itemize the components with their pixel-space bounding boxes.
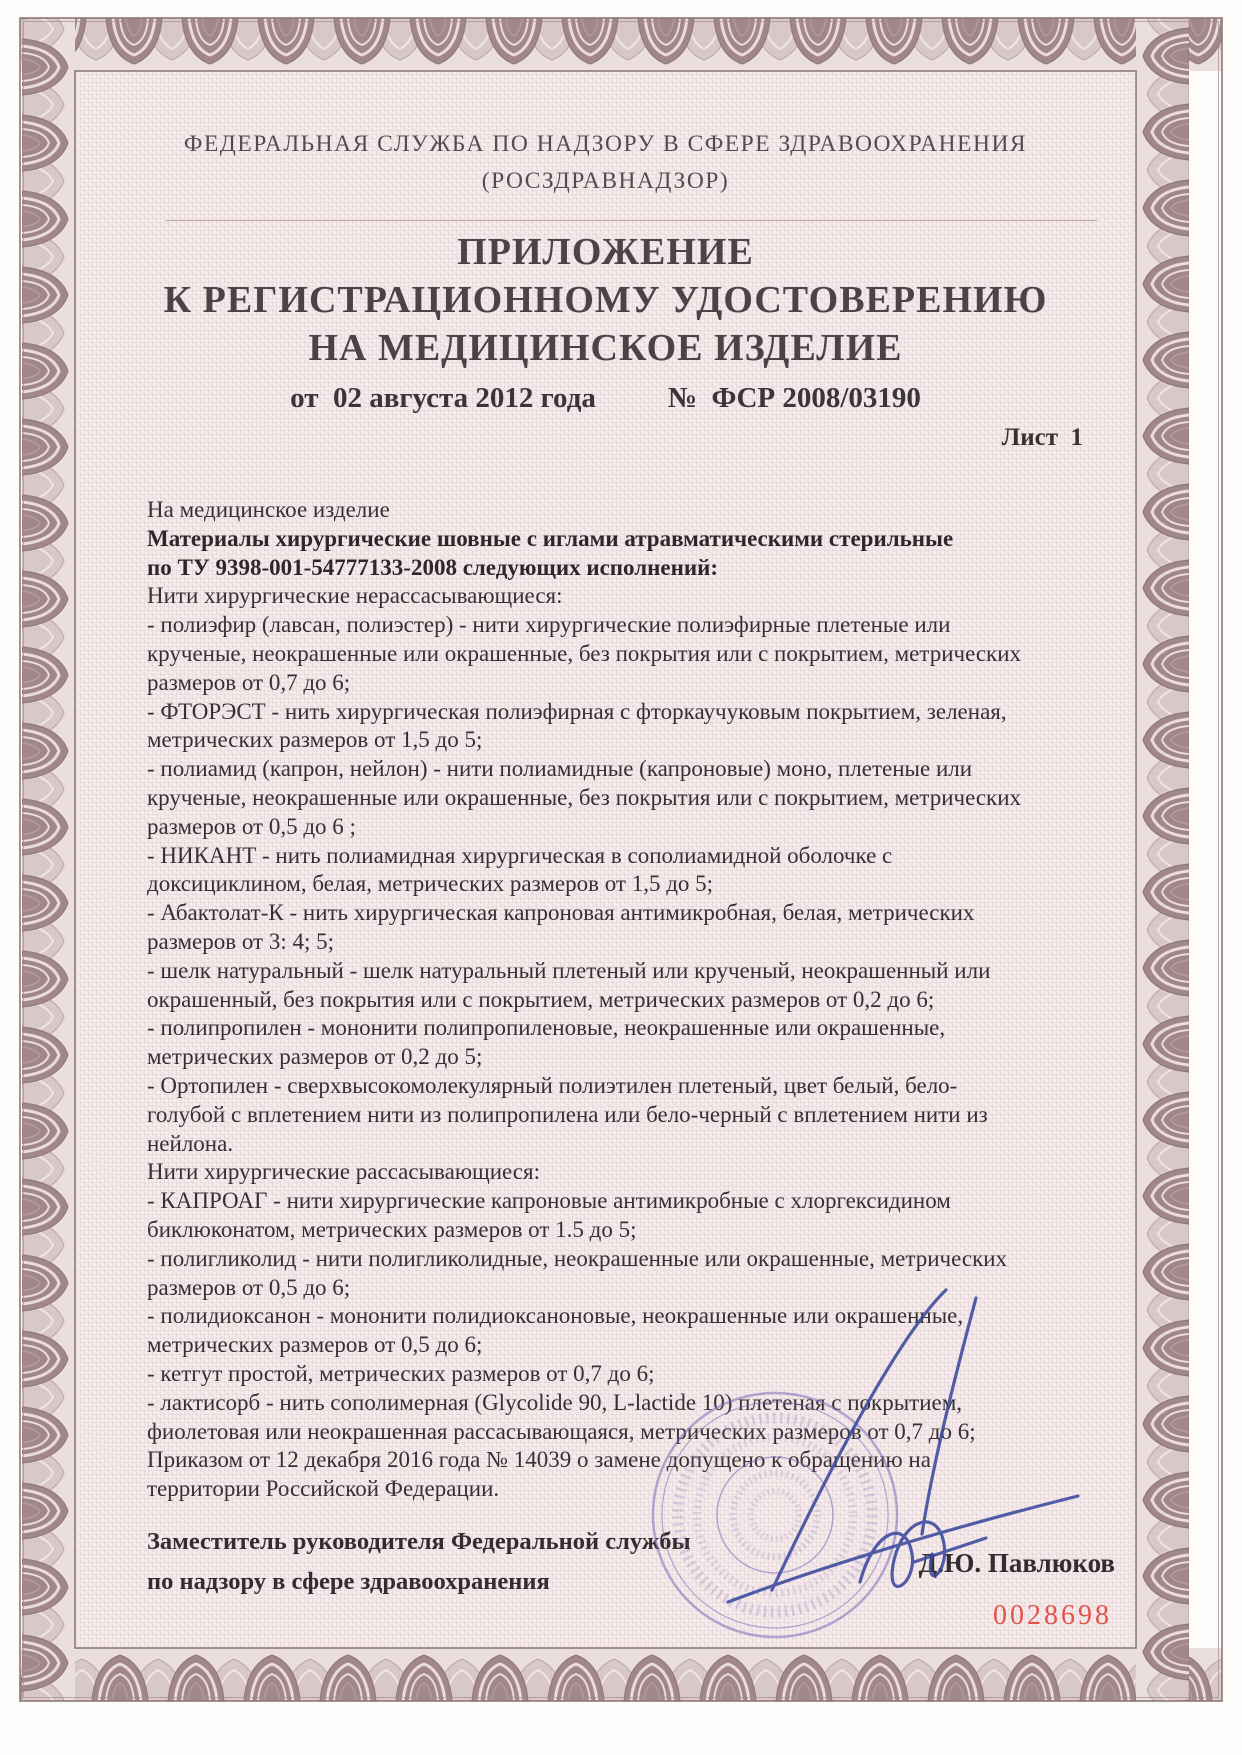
- body-line: размеров от 0,5 до 6;: [147, 1274, 351, 1300]
- body-line: - КАПРОАГ - нити хирургические капроновые антимикробные с хлоргексидином: [147, 1188, 951, 1214]
- body-line: крученые, неокрашенные или окрашенные, без покрытия или с покрытием, метрических: [147, 640, 1022, 666]
- body-line: - Абактолат-К - нить хирургическая капроновая антимикробная, белая, метрических: [147, 900, 975, 926]
- body-line: - Ортопилен - сверхвысокомолекулярный полиэтилен плетеный, цвет белый, бело-: [147, 1072, 958, 1098]
- body-line: Нити хирургические нерассасывающиеся:: [147, 583, 563, 609]
- device-description: [147, 496, 1117, 1504]
- body-line: по ТУ 9398-001-54777133-2008 следующих исполнений:: [147, 554, 719, 580]
- divider-line: [166, 220, 1097, 221]
- body-line: фиолетовая или неокрашенная рассасывающаяся, метрических размеров от 0,7 до 6;: [147, 1418, 976, 1444]
- body-line: На медицинское изделие: [147, 497, 390, 522]
- body-line: голубой с вплетением нити из полипропилена или бело-черный с вплетением нити из: [147, 1101, 988, 1127]
- registration-date-number: [76, 382, 1135, 415]
- document-title: [76, 228, 1135, 372]
- body-line: - полиамид (капрон, нейлон) - нити полиамидные (капроновые) моно, плетеные или: [147, 756, 973, 782]
- body-line: - ФТОРЭСТ - нить хирургическая полиэфирная с фторкаучуковым покрытием, зеленая,: [147, 698, 1007, 724]
- body-line: окрашенный, без покрытия или с покрытием, метрических размеров от 0,2 до 6;: [147, 986, 935, 1012]
- body-line: - шелк натуральный - шелк натуральный плетеный или крученый, неокрашенный или: [147, 957, 991, 983]
- registration-date: от 02 августа 2012 года: [290, 382, 596, 414]
- issuing-authority: [76, 126, 1135, 200]
- border-right: [1136, 18, 1189, 1701]
- signatory-name: Д.Ю. Павлюков: [918, 1548, 1115, 1578]
- signatory-title-line-2: по надзору в сфере здравоохранения: [147, 1568, 550, 1595]
- body-line: нейлона.: [147, 1130, 234, 1156]
- body-line: доксициклином, белая, метрических размеров от 1,5 до 5;: [147, 871, 714, 897]
- body-line: биклюконатом, метрических размеров от 1.5 до 5;: [147, 1216, 637, 1242]
- body-line: крученые, неокрашенные или окрашенные, без покрытия или с покрытием, метрических: [147, 784, 1022, 810]
- title-line-2: К РЕГИСТРАЦИОННОМУ УДОСТОВЕРЕНИЮ: [163, 279, 1048, 321]
- body-line: Нити хирургические рассасывающиеся:: [147, 1159, 540, 1185]
- signatory-title-line-1: Заместитель руководителя Федеральной службы: [147, 1528, 691, 1555]
- sheet-number: Лист 1: [1001, 424, 1083, 451]
- body-line: размеров от 0,7 до 6;: [147, 669, 351, 695]
- signatory-title: [147, 1522, 691, 1602]
- body-line: Приказом от 12 декабря 2016 года № 14039 о замене допущено к обращению на: [147, 1447, 931, 1473]
- body-line: территории Российской Федерации.: [147, 1476, 500, 1502]
- authority-name: ФЕДЕРАЛЬНАЯ СЛУЖБА ПО НАДЗОРУ В СФЕРЕ ЗДРАВООХРАНЕНИЯ: [183, 131, 1028, 157]
- body-line: - полиэфир (лавсан, полиэстер) - нити хирургические полиэфирные плетеные или: [147, 612, 951, 638]
- body-line: Материалы хирургические шовные с иглами атравматическими стерильные: [147, 525, 954, 551]
- registration-number: № ФСР 2008/03190: [667, 382, 921, 414]
- border-left: [22, 18, 75, 1701]
- border-top: [20, 18, 1222, 71]
- title-line-3: НА МЕДИЦИНСКОЕ ИЗДЕЛИЕ: [308, 327, 903, 369]
- authority-short-name: (РОСЗДРАВНАДЗОР): [481, 168, 730, 194]
- body-line: - полидиоксанон - мононити полидиоксаноновые, неокрашенные или окрашенные,: [147, 1303, 964, 1329]
- body-line: - лактисорб - нить сополимерная (Glycolide 90, L-lactide 10) плетеная с покрытием,: [147, 1389, 963, 1415]
- border-bottom: [20, 1648, 1222, 1701]
- certificate-body: [76, 72, 1135, 1647]
- serial-number: 0028698: [993, 1600, 1112, 1631]
- body-line: метрических размеров от 0,2 до 5;: [147, 1044, 483, 1070]
- body-line: метрических размеров от 0,5 до 6;: [147, 1332, 483, 1358]
- body-line: метрических размеров от 1,5 до 5;: [147, 727, 483, 753]
- title-line-1: ПРИЛОЖЕНИЕ: [457, 231, 754, 273]
- body-line: размеров от 0,5 до 6 ;: [147, 813, 356, 839]
- body-line: размеров от 3: 4; 5;: [147, 928, 335, 954]
- body-line: - НИКАНТ - нить полиамидная хирургическая в сополиамидной оболочке с: [147, 842, 893, 868]
- body-line: - кетгут простой, метрических размеров от 0,7 до 6;: [147, 1360, 655, 1386]
- body-line: - полигликолид - нити полигликолидные, неокрашенные или окрашенные, метрических: [147, 1245, 1008, 1271]
- body-line: - полипропилен - мононити полипропиленовые, неокрашенные или окрашенные,: [147, 1015, 946, 1041]
